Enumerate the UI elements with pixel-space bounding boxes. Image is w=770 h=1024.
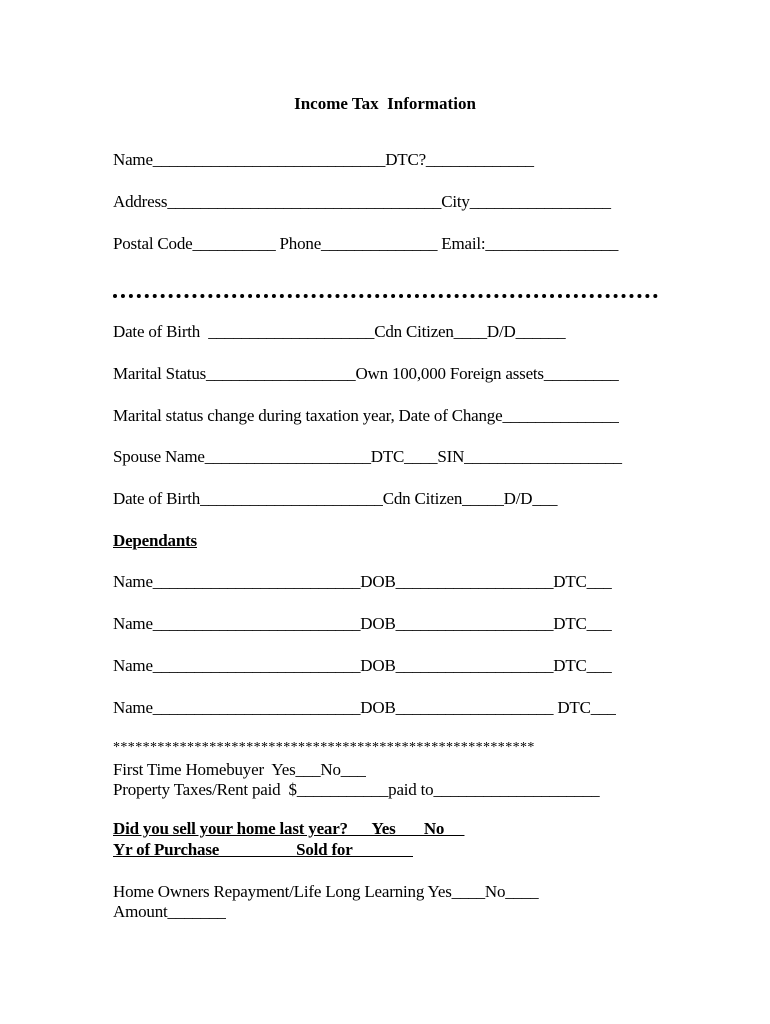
dependants-heading: Dependants — [113, 531, 197, 550]
client-name-line[interactable]: Name____________________________DTC?_____________ — [113, 150, 534, 169]
sell-home-line[interactable]: Did you sell your home last year? Yes No — [113, 819, 465, 838]
home-owners-repayment-line[interactable]: Home Owners Repayment/Life Long Learning Yes____No____ — [113, 882, 539, 901]
marital-status-line[interactable]: Marital Status__________________Own 100,000 Foreign assets_________ — [113, 364, 619, 383]
dotted-divider — [113, 294, 658, 298]
dob-line[interactable]: Date of Birth ____________________Cdn Citizen____D/D______ — [113, 322, 566, 341]
client-contact-line[interactable]: Postal Code__________ Phone______________ Email:________________ — [113, 234, 619, 253]
dependant-row-4[interactable]: Name_________________________DOB___________________ DTC___ — [113, 698, 616, 717]
homebuyer-line[interactable]: First Time Homebuyer Yes___No___ — [113, 760, 366, 779]
amount-line[interactable]: Amount_______ — [113, 902, 226, 921]
spouse-dob-line[interactable]: Date of Birth______________________Cdn Citizen_____D/D___ — [113, 489, 558, 508]
dependant-row-1[interactable]: Name_________________________DOB___________________DTC___ — [113, 572, 612, 591]
star-separator: ********************************************************* — [113, 740, 535, 755]
form-title: Income Tax Information — [294, 94, 476, 113]
marital-change-line[interactable]: Marital status change during taxation year, Date of Change______________ — [113, 406, 619, 425]
property-taxes-line[interactable]: Property Taxes/Rent paid $___________paid to____________________ — [113, 780, 600, 799]
dependant-row-3[interactable]: Name_________________________DOB___________________DTC___ — [113, 656, 612, 675]
client-address-line[interactable]: Address_________________________________City_________________ — [113, 192, 611, 211]
spouse-line[interactable]: Spouse Name____________________DTC____SIN___________________ — [113, 447, 622, 466]
purchase-year-line[interactable]: Yr of Purchase Sold for — [113, 840, 413, 859]
dependant-row-2[interactable]: Name_________________________DOB___________________DTC___ — [113, 614, 612, 633]
